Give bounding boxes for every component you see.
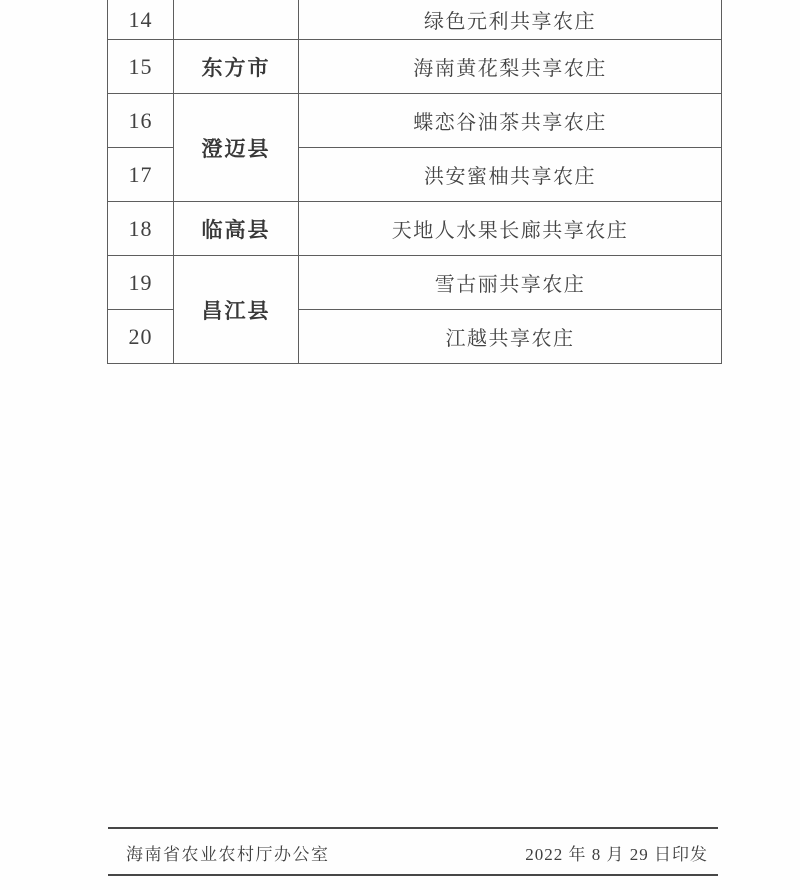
region-cell: 昌江县 — [174, 256, 299, 364]
farm-name-cell: 蝶恋谷油茶共享农庄 — [299, 94, 722, 148]
issuing-office-label: 海南省农业农村厅办公室 — [126, 844, 330, 864]
document-footer — [108, 833, 718, 871]
row-number-cell: 18 — [108, 202, 174, 256]
footer-rule-bottom — [108, 874, 718, 876]
row-number-cell: 16 — [108, 94, 174, 148]
row-number-cell: 19 — [108, 256, 174, 310]
region-cell: 临高县 — [174, 202, 299, 256]
region-cell: 澄迈县 — [174, 94, 299, 202]
farm-name-cell: 绿色元利共享农庄 — [299, 0, 722, 40]
farm-name-cell: 海南黄花梨共享农庄 — [299, 40, 722, 94]
farm-name-cell: 雪古丽共享农庄 — [299, 256, 722, 310]
region-cell: 东方市 — [174, 40, 299, 94]
shared-farm-table — [107, 0, 722, 364]
row-number-cell: 20 — [108, 310, 174, 364]
row-number-cell: 14 — [108, 0, 174, 40]
region-cell — [174, 0, 299, 40]
table-row — [108, 40, 722, 94]
print-date-label: 2022 年 8 月 29 日印发 — [525, 844, 708, 864]
farm-name-cell: 天地人水果长廊共享农庄 — [299, 202, 722, 256]
table-row — [108, 0, 722, 40]
row-number-cell: 15 — [108, 40, 174, 94]
farm-name-cell: 洪安蜜柚共享农庄 — [299, 148, 722, 202]
footer-rule-top — [108, 827, 718, 829]
farm-name-cell: 江越共享农庄 — [299, 310, 722, 364]
row-number-cell: 17 — [108, 148, 174, 202]
table-row — [108, 202, 722, 256]
table-row — [108, 94, 722, 148]
table-row — [108, 256, 722, 310]
